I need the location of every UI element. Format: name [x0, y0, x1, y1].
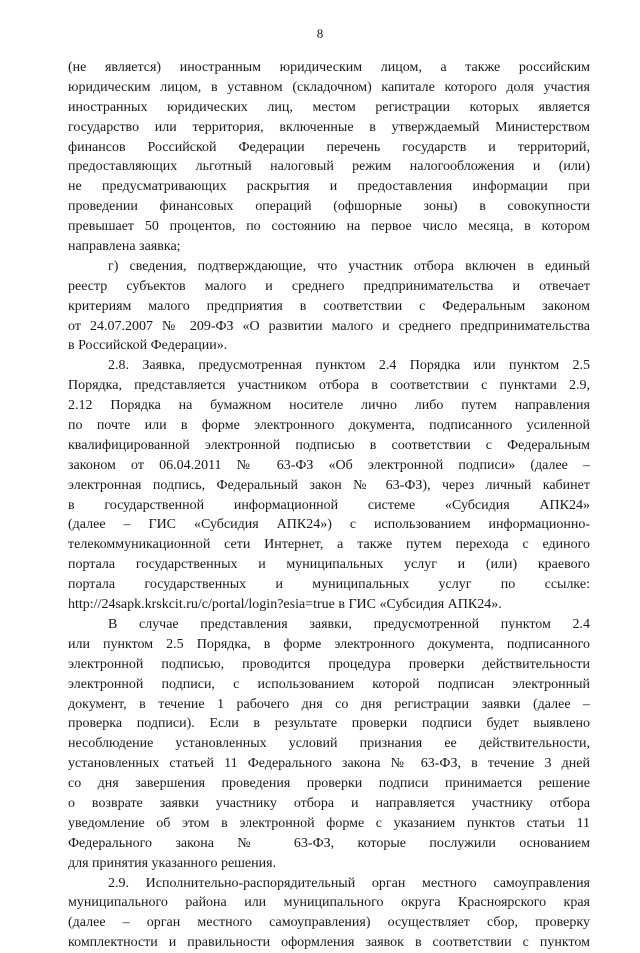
text-line: электронной подписью, проводится процедура проверки действительности — [68, 656, 590, 672]
text-line: государство или территория, включенные в утверждаемый Министерством — [68, 119, 590, 135]
text-line: в государственной информационной системе «Субсидия АПК24» — [68, 497, 590, 513]
text-line: превышает 50 процентов, по состоянию на первое число месяца, в котором — [68, 219, 590, 235]
text-line: со дня завершения проведения проверки подписи принимается решение — [68, 776, 590, 792]
text-line: г) сведения, подтверждающие, что участник отбора включен в единый — [108, 258, 590, 274]
text-line: несоблюдение установленных условий признания ее действительности, — [68, 736, 590, 752]
text-line: иностранных юридических лиц, местом регистрации которых является — [68, 99, 590, 115]
text-line: квалифицированной электронной подписью в соответствии с Федеральным — [68, 437, 590, 453]
text-line: установленных статьей 11 Федерального закона № 63-ФЗ, в течение 3 дней — [68, 756, 590, 772]
text-line: проведении финансовых операций (офшорные зоны) в совокупности — [68, 199, 590, 215]
text-line: портала государственных и муниципальных услуг и (или) краевого — [68, 557, 590, 573]
text-line: электронная подпись, Федеральный закон № 63-ФЗ), через личный кабинет — [68, 477, 590, 493]
text-line: (не является) иностранным юридическим лицом, а также российским — [68, 60, 590, 75]
text-line: юридическим лицом, в уставном (складочном) капитале которого доля участия — [68, 79, 590, 95]
text-line: Порядка, представляется участником отбора в соответствии с пунктами 2.9, — [68, 378, 590, 394]
text-line: 2.12 Порядка на бумажном носителе лично либо путем направления — [68, 398, 590, 414]
text-line: законом от 06.04.2011 № 63-ФЗ «Об электронной подписи» (далее – — [68, 457, 590, 473]
text-line: предоставляющих льготный налоговый режим налогообложения и (или) — [68, 159, 590, 175]
text-line: 2.9. Исполнительно-распорядительный орган местного самоуправления — [108, 875, 590, 891]
text-line: для принятия указанного решения. — [68, 855, 277, 871]
text-line: не предусматривающих раскрытия и предоставления информации при — [68, 179, 590, 195]
text-line: по почте или в форме электронного документа, подписанного усиленной — [68, 418, 590, 434]
text-line: телекоммуникационной сети Интернет, а также путем перехода с единого — [68, 537, 590, 553]
text-line: или пунктом 2.5 Порядка, в форме электронного документа, подписанного — [68, 636, 590, 652]
page-number: 8 — [316, 26, 324, 41]
text-line: 2.8. Заявка, предусмотренная пунктом 2.4 Порядка или пунктом 2.5 — [108, 358, 590, 374]
text-line: В случае представления заявки, предусмотренной пунктом 2.4 — [108, 616, 590, 632]
text-line: электронной подписи, с использованием которой подписан электронный — [68, 676, 590, 692]
text-line: портала государственных и муниципальных услуг по ссылке: — [68, 577, 590, 593]
text-line: критериям малого предприятия в соответствии с Федеральным законом — [68, 298, 590, 314]
text-line: реестр субъектов малого и среднего предпринимательства и отвечает — [68, 278, 590, 294]
text-line: финансов Российской Федерации перечень государств и территорий, — [68, 139, 590, 155]
text-line: о возврате заявки участнику отбора и направляется участнику отбора — [68, 795, 590, 811]
text-line: (далее – орган местного самоуправления) осуществляет сбор, проверку — [68, 915, 590, 931]
text-line: комплектности и правильности оформления заявок в соответствии с пунктом — [68, 935, 590, 951]
text-line: в Российской Федерации». — [68, 338, 228, 354]
text-line: от 24.07.2007 № 209-ФЗ «О развитии малого и среднего предпринимательства — [68, 318, 590, 334]
text-line: http://24sapk.krskcit.ru/c/portal/login?esia=true в ГИС «Субсидия АПК24». — [68, 597, 502, 613]
text-line: документ, в течение 1 рабочего дня со дня регистрации заявки (далее – — [68, 696, 590, 712]
text-line: уведомление об этом в электронной форме с указанием пунктов статьи 11 — [68, 815, 590, 831]
document-body — [68, 58, 590, 953]
text-line: направлена заявка; — [68, 239, 181, 255]
text-line: проверка подписи). Если в результате проверки подписи будет выявлено — [68, 716, 590, 732]
text-line: Федерального закона № 63-ФЗ, которые послужили основанием — [68, 835, 590, 851]
text-line: муниципального района или муниципального округа Красноярского края — [68, 895, 590, 911]
text-line: (далее – ГИС «Субсидия АПК24») с использованием информационно- — [68, 517, 590, 533]
